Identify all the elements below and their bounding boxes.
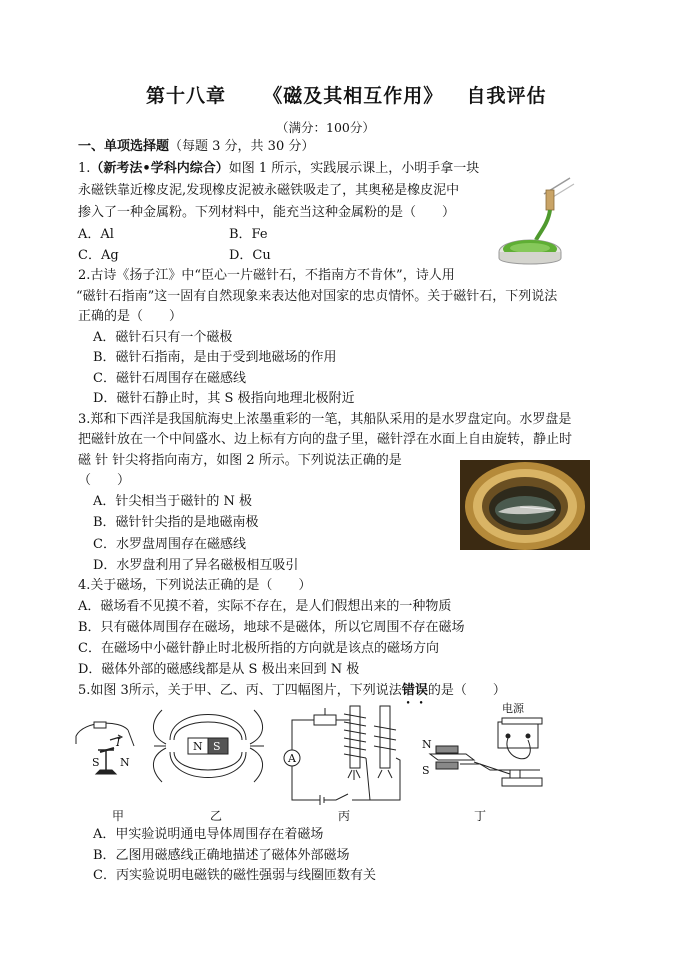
q2-line3: 正确的是（ ） (78, 309, 183, 324)
label-jia-s: S (92, 756, 100, 769)
q5-option-c: C．丙实验说明电磁铁的磁性强弱与线圈匝数有关 (93, 868, 376, 883)
section-heading (78, 137, 314, 157)
q3-line1: 3.郑和下西洋是我国航海史上浓墨重彩的一笔，其船队采用的是水罗盘定向。水罗盘是 (78, 412, 572, 427)
q1-tag: （新考法•学科内综合） (90, 161, 229, 176)
figure-yi-bar-magnet (153, 710, 264, 782)
q2-option-c: C．磁针石周围存在磁感线 (93, 371, 246, 386)
section-note: （每题 3 分，共 30 分） (169, 139, 315, 154)
q3-option-d: D．水罗盘利用了异名磁极相互吸引 (93, 558, 299, 573)
q3-option-c: C．水罗盘周围存在磁感线 (93, 537, 246, 552)
figure-ding-apparatus (422, 701, 542, 786)
figure-label-bing: 丙 (338, 809, 351, 823)
q1-option-b: B．Fe (229, 227, 268, 242)
figure-label-ding: 丁 (474, 809, 487, 823)
q3-line3: 磁 针 针尖将指向南方，如图 2 所示。下列说法正确的是 (78, 453, 402, 468)
figure-label-jia: 甲 (112, 809, 125, 823)
section-title: 一、单项选择题 (78, 139, 170, 154)
title-chapter: 第十八章 (146, 85, 227, 107)
label-power-supply: 电源 (502, 702, 524, 715)
q5-text-post: 的是（ ） (427, 683, 506, 698)
q3-option-a: A．针尖相当于磁针的 N 极 (93, 494, 253, 509)
q2-option-b: B．磁针石指南，是由于受到地磁场的作用 (93, 350, 337, 365)
figure-jia-oersted (76, 722, 134, 774)
figure-3-experiments (70, 700, 560, 815)
title-book: 《磁及其相互作用》 (263, 85, 444, 107)
title-tail: 自我评估 (466, 85, 547, 107)
figure-2-water-compass (460, 460, 590, 550)
q1-line2: 永磁铁靠近橡皮泥,发现橡皮泥被永磁铁吸走了，其奥秘是橡皮泥中 (78, 183, 460, 198)
label-ding-s: S (422, 764, 430, 777)
q5-option-b: B．乙图用磁感线正确地描述了磁体外部磁场 (93, 848, 350, 863)
q1-number: 1. (78, 161, 91, 176)
q4-option-b: B．只有磁体周围存在磁场，地球不是磁体，所以它周围不存在磁场 (78, 620, 465, 635)
label-ammeter-a: A (288, 752, 296, 765)
q1-option-c: C．Ag (78, 248, 119, 263)
q4-option-d: D．磁体外部的磁感线都是从 S 极出来回到 N 极 (78, 662, 360, 677)
label-current-i: I (116, 736, 121, 749)
q4-option-a: A．磁场看不见摸不着，实际不存在，是人们假想出来的一种物质 (78, 599, 452, 614)
page-title (146, 86, 547, 106)
q3-line4: （ ） (78, 473, 131, 488)
q2-line1: 2.古诗《扬子江》中“臣心一片磁针石，不指南方不肯休”，诗人用 (78, 268, 455, 283)
label-yi-n: N (193, 740, 203, 753)
q1-option-a: A．Al (78, 227, 114, 242)
q2-option-d: D．磁针石静止时，其 S 极指向地理北极附近 (93, 391, 355, 406)
label-ding-n: N (422, 738, 432, 751)
q1-text: 如图 1 所示，实践展示课上，小明手拿一块 (228, 161, 480, 176)
q1-line3: 掺入了一种金属粉。下列材料中，能充当这种金属粉的是（ ） (78, 205, 456, 220)
figure-1-magnet-putty (492, 174, 592, 272)
label-jia-n: N (120, 756, 130, 769)
q1-line1 (78, 159, 479, 179)
label-yi-s: S (213, 740, 221, 753)
figure-bing-electromagnets (284, 706, 400, 805)
q3-option-b: B．磁针针尖指的是地磁南极 (93, 515, 259, 530)
q5-emphasis-wrong: 错误 (401, 683, 428, 698)
q4-option-c: C．在磁场中小磁针静止时北极所指的方向就是该点的磁场方向 (78, 641, 439, 656)
q5-option-a: A．甲实验说明通电导体周围存在着磁场 (93, 827, 324, 842)
q5-text-pre: 5.如图 3所示，关于甲、乙、丙、丁四幅图片，下列说法 (78, 683, 402, 698)
q2-option-a: A．磁针石只有一个磁极 (93, 330, 233, 345)
q2-line2: “磁针石指南”这一固有自然现象来表达他对国家的忠贞情怀。关于磁针石，下列说法 (76, 289, 558, 304)
q4-line1: 4.关于磁场，下列说法正确的是（ ） (78, 578, 312, 593)
score-note: （满分：100分） (276, 120, 375, 135)
q3-line2: 把磁针放在一个中间盛水、边上标有方向的盘子里，磁针浮在水面上自由旋转，静止时 (78, 432, 573, 447)
figure-label-yi: 乙 (210, 809, 223, 823)
q1-option-d: D．Cu (229, 248, 271, 263)
